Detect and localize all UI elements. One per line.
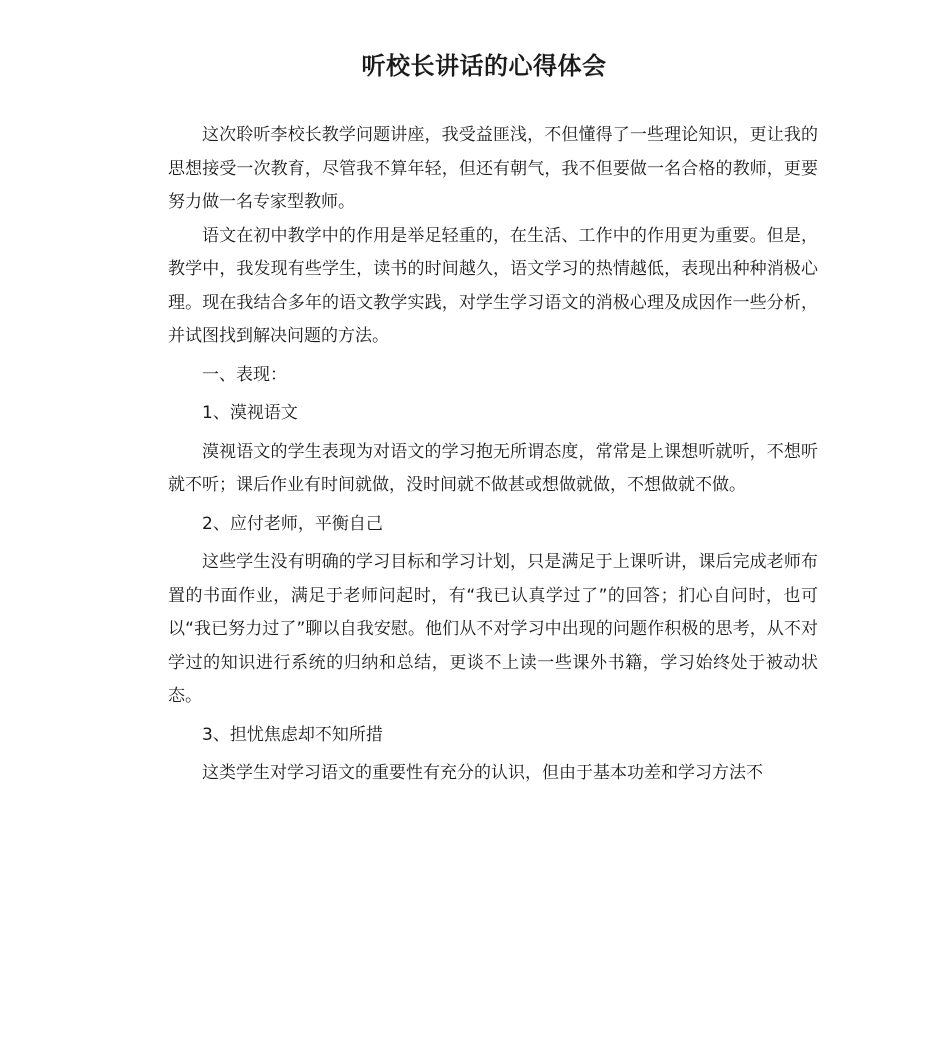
document-title: 听校长讲话的心得体会 xyxy=(361,52,607,80)
section-heading-performance: 一、表现： xyxy=(202,364,287,385)
document-body xyxy=(168,119,818,791)
subheading-1: 1、漠视语文 xyxy=(202,403,298,423)
paragraph-subheading-2: 这些学生没有明确的学习目标和学习计划，只是满足于上课听讲，课后完成老师布置的书面作业，满足于老师问起时，有“我已认真学过了”的回答；扪心自问时，也可以“我已努力过了”聊以自我安慰。他们从不对学习中出现的问题作积极的思考，从不对学过的知识进行系统的归纳和总结，更谈不上读一些课外书籍，学习始终处于被动状态。 xyxy=(168,552,818,706)
paragraph-importance: 语文在初中教学中的作用是举足轻重的，在生活、工作中的作用更为重要。但是，教学中，我发现有些学生，读书的时间越久，语文学习的热情越低，表现出种种消极心理。现在我结合多年的语文教学实践，对学生学习语文的消极心理及成因作一些分析，并试图找到解决问题的方法。 xyxy=(168,225,818,346)
paragraph-subheading-1: 漠视语文的学生表现为对语文的学习抱无所谓态度，常常是上课想听就听，不想听就不听；课后作业有时间就做，没时间就不做甚或想做就做，不想做就不做。 xyxy=(168,441,818,495)
paragraph-subheading-3: 这类学生对学习语文的重要性有充分的认识，但由于基本功差和学习方法不 xyxy=(202,763,763,783)
subheading-3: 3、担忧焦虑却不知所措 xyxy=(202,724,383,745)
paragraph-intro: 这次聆听李校长教学问题讲座，我受益匪浅，不但懂得了一些理论知识，更让我的思想接受一次教育，尽管我不算年轻，但还有朝气，我不但要做一名合格的教师，更要努力做一名专家型教师。 xyxy=(168,125,818,212)
subheading-2: 2、应付老师，平衡自己 xyxy=(202,513,383,534)
